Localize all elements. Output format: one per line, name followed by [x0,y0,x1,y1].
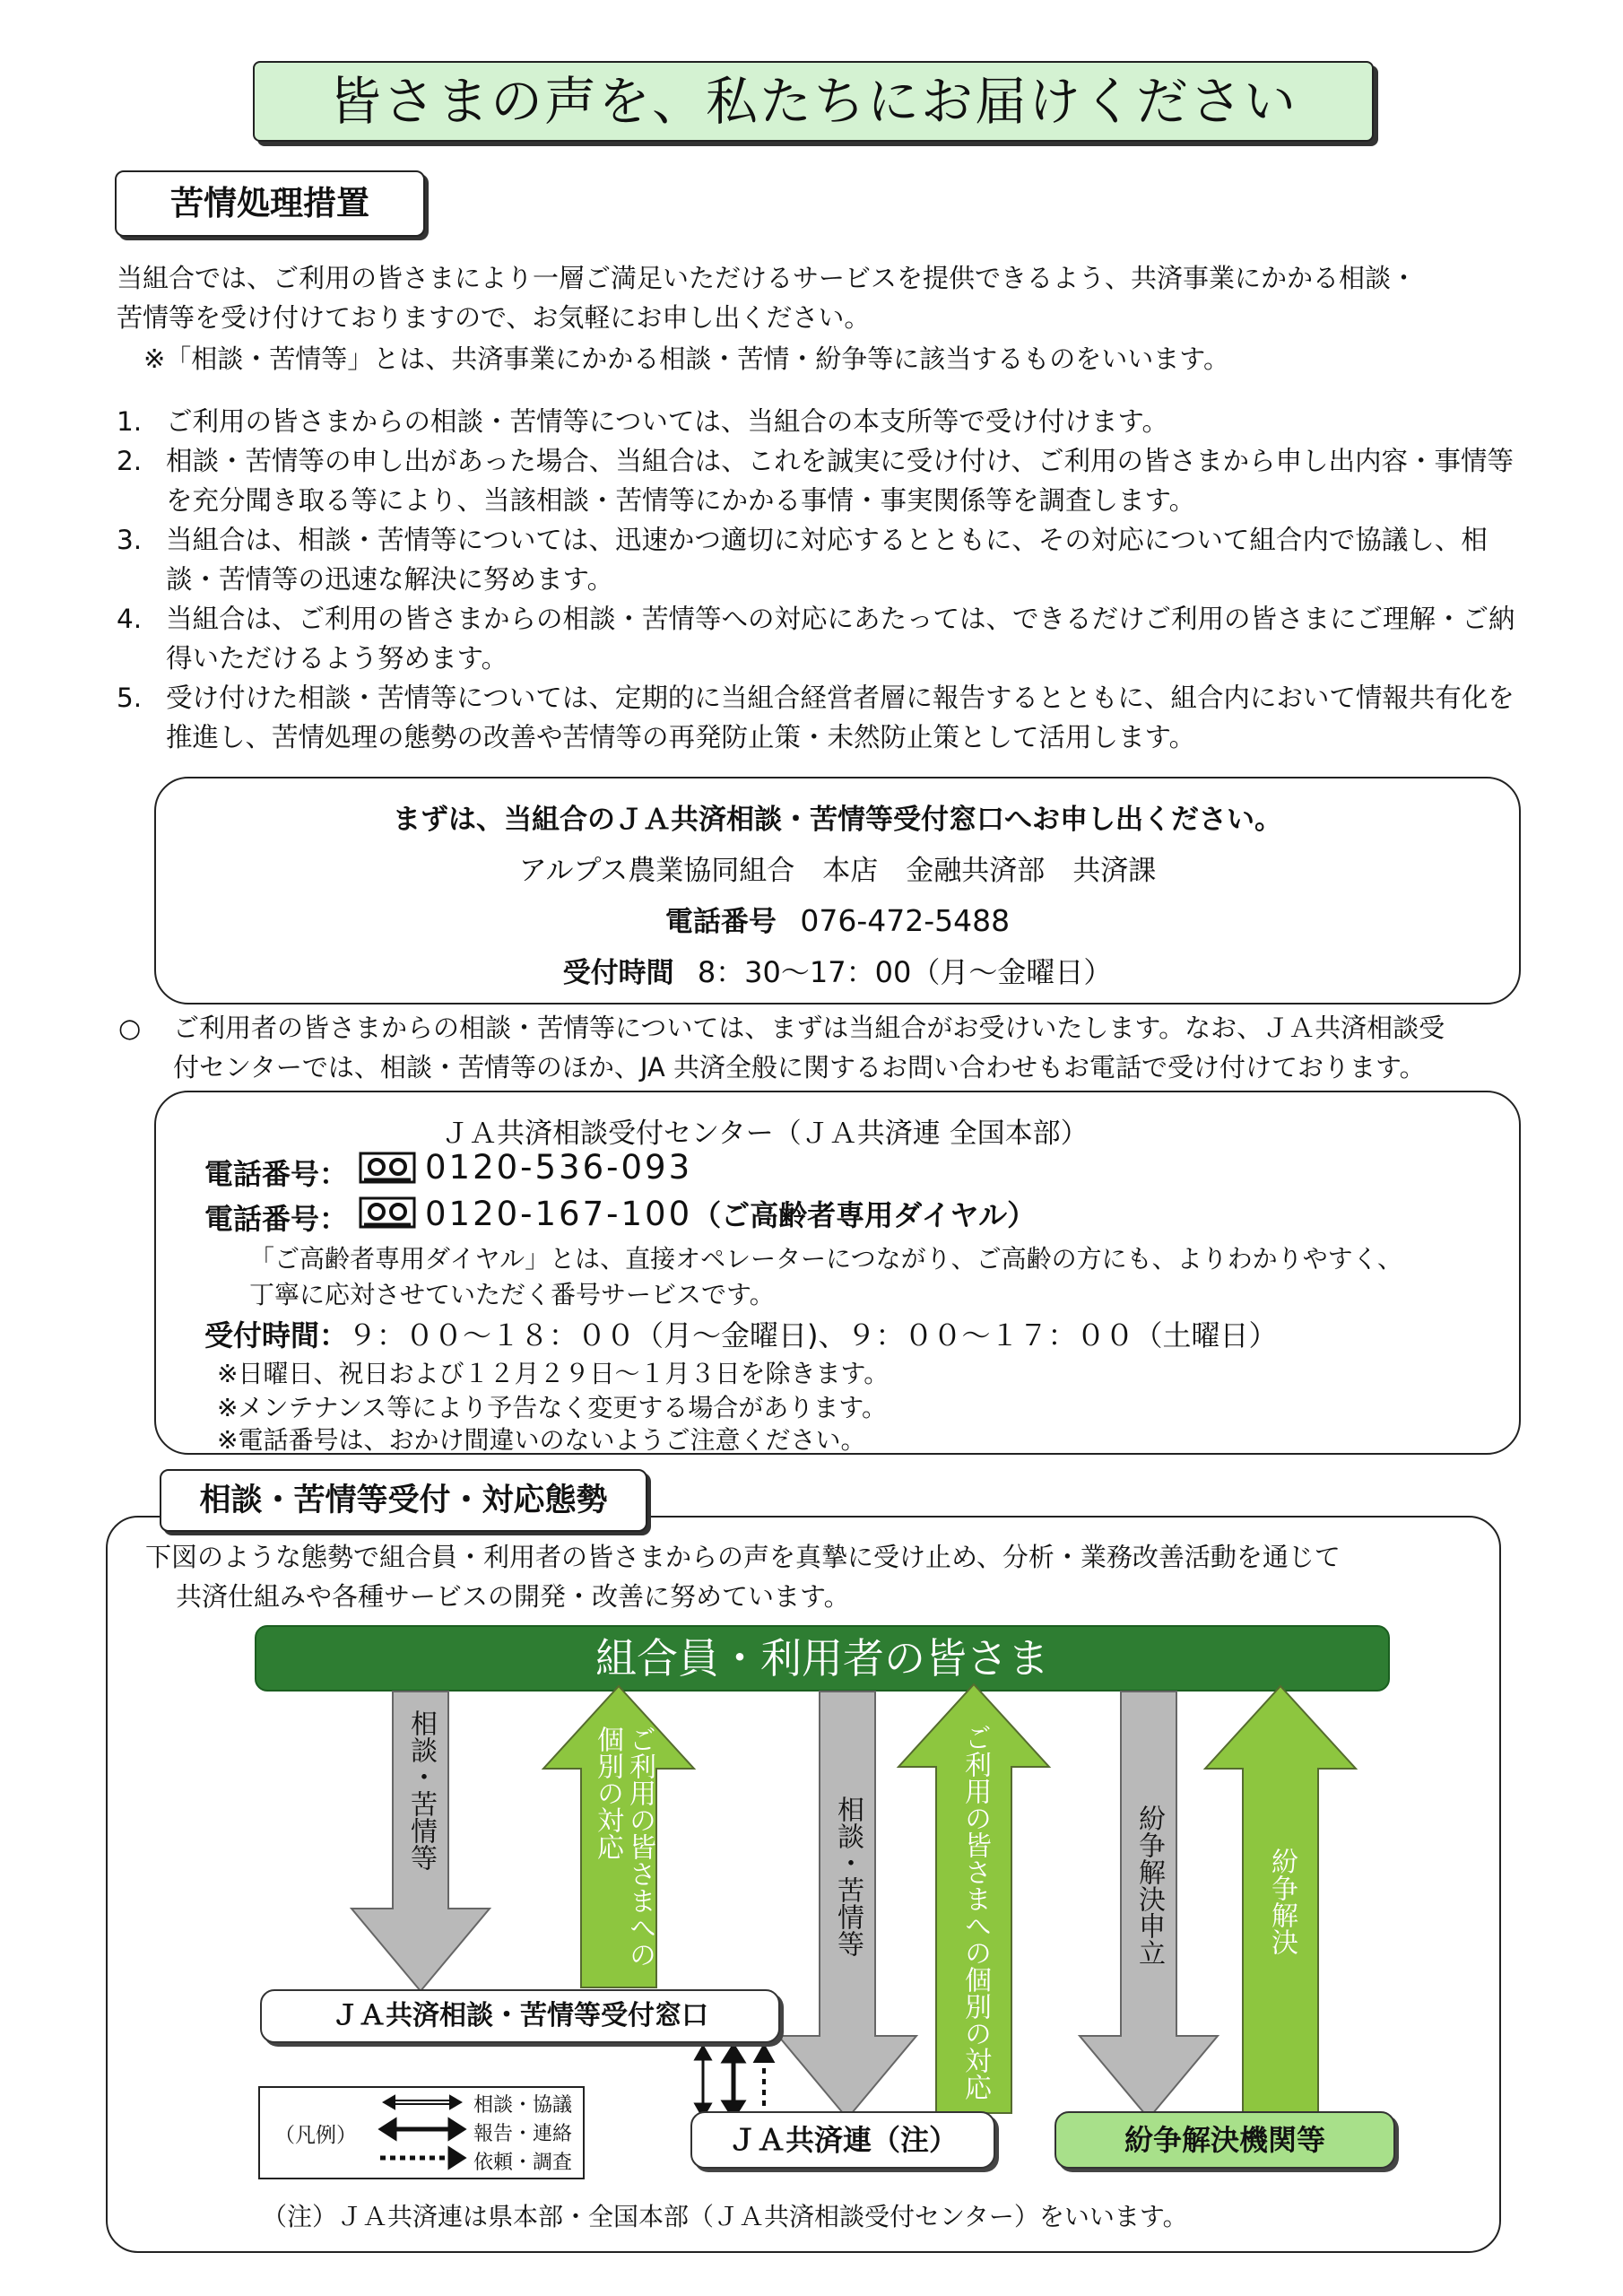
node-ja-zenkyoren-label: ＪＡ共済連（注） [727,2123,958,2157]
center-note-2: ※メンテナンス等により予告なく変更する場合があります。 [217,1393,887,1422]
connector-report [725,2047,742,2117]
legend-label-report: 報告・連絡 [473,2123,573,2145]
legend-title: （凡例） [274,2124,357,2147]
contact-phone-label: 電話番号 [664,906,777,938]
center-note-line-1: ご利用者の皆さまからの相談・苦情等については、まずは当組合がお受けいたします。なお、ＪＡ共済相談受 [173,1013,1445,1043]
node-ja-zenkyoren [690,2111,995,2169]
center-note-3: ※電話番号は、おかけ間違いのないようご注意ください。 [217,1425,866,1455]
center-phone-label-2: 電話番号： [204,1202,349,1236]
center-note-bullet: ○ [118,1013,142,1043]
list-item: 5. 受け付けた相談・苦情等については、定期的に当組合経営者層に報告するとともに、組合内において情報共有化を推進し、苦情処理の態勢の改善や苦情等の再発防止策・未然防止策として活用します。 [117,683,1515,752]
contact-hours-label: 受付時間 [562,957,674,989]
center-note-1: ※日曜日、祝日および１２月２９日～１月３日を除きます。 [217,1359,890,1388]
page-title: 皆さまの声を、私たちにお届けください [328,71,1298,132]
intro-line-2: 苦情等を受け付けておりますので、お気軽にお申し出ください。 [117,302,871,333]
section-heading-system-label: 相談・苦情等受付・対応態勢 [199,1483,608,1518]
connector-consult [696,2047,710,2117]
node-dispute-body [1055,2111,1395,2169]
legend-box [258,2086,585,2179]
list-item: 2. 相談・苦情等の申し出があった場合、当組合は、これを誠実に受け付け、ご利用の皆さまから申し出内容・事情等を充分聞き取る等により、当該相談・苦情等にかかる事情・事実関係等を調査します。 [117,446,1515,516]
senior-desc-1: 「ご高齢者専用ダイヤル」とは、直接オペレーターにつながり、ご高齢の方にも、よりわかりやすく、 [249,1244,1403,1274]
contact-line-2: アルプス農業協同組合 本店 金融共済部 共済課 [518,855,1157,887]
section-heading-complaints-label: 苦情処理措置 [170,184,369,222]
center-phone-label-1: 電話番号： [204,1157,349,1191]
senior-desc-2: 丁寧に応対させていただく番号サービスです。 [249,1280,775,1309]
center-hours-label: 受付時間： [204,1318,349,1352]
center-note-line-2: 付センターでは、相談・苦情等のほか、JA 共済全般に関するお問い合わせもお電話で受け付けております。 [173,1052,1426,1083]
node-dispute-body-label: 紛争解決機関等 [1124,2123,1325,2157]
arrow4-label: ご利用の皆さまへの個別の対応 [959,1724,991,2100]
arrow2-label-col1: ご利用の皆さまへの [624,1726,655,1968]
list-item: 4. 当組合は、ご利用の皆さまからの相談・苦情等への対応にあたっては、できるだけご利用の皆さまにご理解・ご納得いただけるよう努めます。 [117,604,1515,674]
section2-intro-2: 共済仕組みや各種サービスの開発・改善に努めています。 [176,1581,850,1612]
legend-label-consult: 相談・協議 [473,2094,573,2117]
center-phone-1: 0120-536-093 [425,1148,693,1187]
node-ja-window-label: ＪＡ共済相談・苦情等受付窓口 [332,2000,708,2031]
section2-intro-1: 下図のような態勢で組合員・利用者の皆さまからの声を真摯に受け止め、分析・業務改善活動を通じて [145,1542,1341,1572]
connector-request [756,2047,772,2117]
contact-phone-number: 076-472-5488 [800,903,1011,938]
diagram-footnote: （注）ＪＡ共済連は県本部・全国本部（ＪＡ共済相談受付センター）をいいます。 [262,2202,1188,2231]
node-ja-window [260,1989,780,2043]
legend-label-request: 依頼・調査 [473,2152,573,2174]
arrow5-label: 紛争解決申立 [1133,1805,1165,1966]
center-phone-2-note: （ご高齢者専用ダイヤル） [692,1198,1037,1232]
contact-hours: 8：30～17：00（月～金曜日） [697,955,1113,989]
center-phone-2-number: 0120-167-100 [425,1195,693,1233]
center-hours: ９：００～１８：００（月～金曜日)、９：００～１７：００（土曜日） [348,1318,1278,1352]
center-box-title: ＪＡ共済相談受付センター（ＪＡ共済連 全国本部） [441,1118,1089,1150]
arrow6-label: 紛争解決 [1266,1848,1298,1955]
intro-line-1: 当組合では、ご利用の皆さまにより一層ご満足いただけるサービスを提供できるよう、共済事業にかかる相談・ [117,263,1418,293]
arrow1-label: 相談・苦情等 [405,1709,437,1871]
members-bar-label: 組合員・利用者の皆さま [595,1634,1049,1683]
list-item: 1. ご利用の皆さまからの相談・苦情等については、当組合の本支所等で受け付けます。 [117,406,1169,437]
arrow3-label: 相談・苦情等 [832,1796,864,1957]
arrow2-label-col2: 個別の対応 [592,1726,623,1860]
list-item: 3. 当組合は、相談・苦情等については、迅速かつ適切に対応するとともに、その対応について組合内で協議し、相談・苦情等の迅速な解決に努めます。 [117,525,1488,595]
contact-line-1: まずは、当組合のＪＡ共済相談・苦情等受付窓口へお申し出ください。 [393,804,1282,836]
intro-note: ※「相談・苦情等」とは、共済事業にかかる相談・苦情・紛争等に該当するものをいいます。 [143,344,1229,374]
